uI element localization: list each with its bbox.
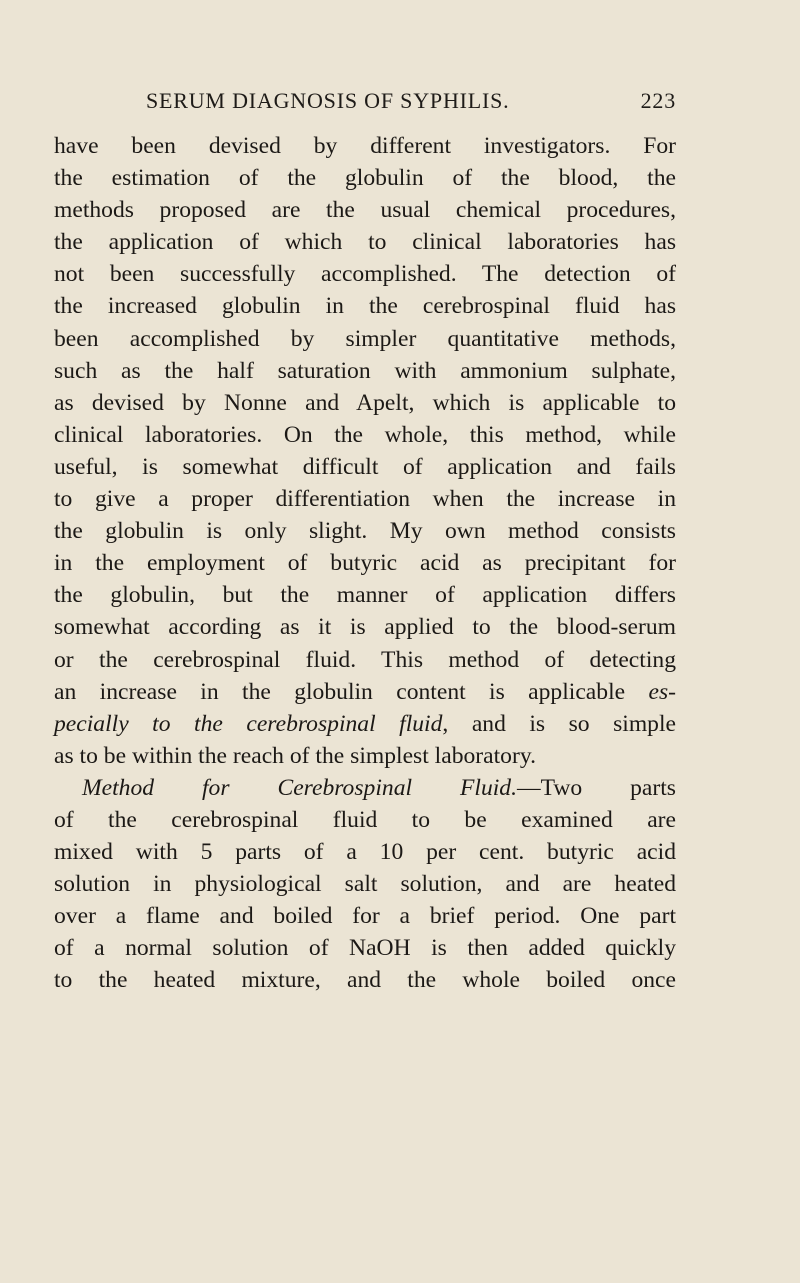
text-line [54, 676, 676, 708]
text-line: over a flame and boiled for a brief period. One part [54, 903, 676, 930]
text-line: solution in physiological salt solution, and are heated [54, 871, 676, 898]
text-line: have been devised by different investigators. For [54, 133, 676, 159]
body-text [54, 130, 676, 997]
text-run: —Two parts [517, 774, 676, 801]
text-line: been accomplished by simpler quantitative methods, [54, 325, 676, 352]
section-heading: Method for Cerebrospinal Fluid. [82, 774, 517, 801]
italic-run: pecially to the cerebrospinal fluid [54, 710, 443, 737]
text-line: such as the half saturation with ammonium sulphate, [54, 357, 676, 384]
text-line: to give a proper differentiation when the increase in [54, 486, 676, 513]
text-line: methods proposed are the usual chemical procedures, [54, 197, 676, 224]
text-line: useful, is somewhat difficult of application and fails [54, 453, 676, 480]
text-line: in the employment of butyric acid as precipitant for [54, 550, 676, 577]
running-head [54, 88, 676, 118]
italic-run: es- [648, 678, 676, 705]
text-line: the globulin, but the manner of application differs [54, 582, 676, 609]
text-line: somewhat according as it is applied to the blood-serum [54, 614, 676, 641]
text-run: , and is so simple [442, 710, 677, 737]
text-line: of a normal solution of NaOH is then added quickly [54, 935, 676, 962]
text-line: the application of which to clinical laboratories has [54, 229, 676, 256]
running-title: SERUM DIAGNOSIS OF SYPHILIS. [146, 88, 510, 113]
text-line: not been successfully accomplished. The detection of [54, 261, 676, 288]
text-line: as devised by Nonne and Apelt, which is applicable to [54, 389, 676, 416]
text-line: the globulin is only slight. My own method consists [54, 518, 676, 545]
text-line: mixed with 5 parts of a 10 per cent. butyric acid [54, 839, 676, 866]
text-line [54, 708, 676, 740]
text-line: the estimation of the globulin of the blood, the [54, 165, 676, 192]
text-line: of the cerebrospinal fluid to be examined are [54, 806, 676, 833]
text-line: as to be within the reach of the simplest laboratory. [54, 742, 537, 769]
text-line [54, 772, 676, 804]
page-number: 223 [640, 88, 676, 113]
text-line: or the cerebrospinal fluid. This method of detecting [54, 646, 676, 673]
text-line: clinical laboratories. On the whole, this method, while [54, 421, 676, 448]
text-run: an increase in the globulin content is applicable [54, 678, 626, 705]
text-line: to the heated mixture, and the whole boiled once [54, 967, 676, 994]
text-line: the increased globulin in the cerebrospinal fluid has [54, 293, 676, 320]
